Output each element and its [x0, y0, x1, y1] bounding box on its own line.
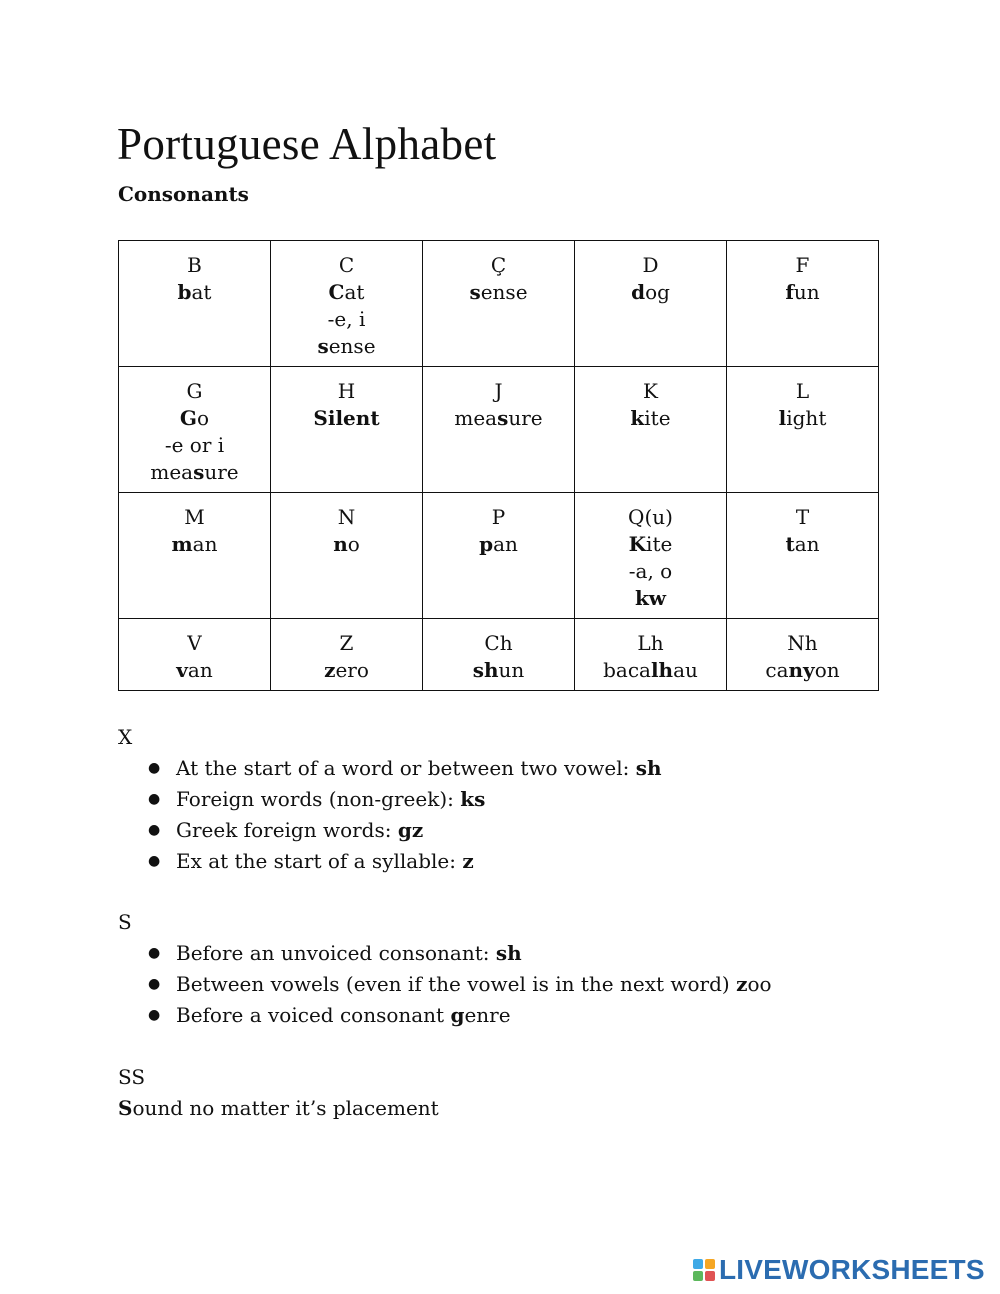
cell-example — [577, 531, 724, 558]
cell-letter — [273, 504, 420, 531]
bullet-icon: ● — [148, 760, 161, 776]
bold-sound-text: s — [469, 280, 481, 304]
plain-text: mea — [150, 460, 194, 484]
cell-letter — [425, 630, 572, 657]
consonant-cell — [119, 367, 271, 493]
plain-text: ense — [480, 280, 528, 304]
bold-sound-text: f — [785, 280, 794, 304]
plain-text: V — [187, 631, 202, 655]
plain-text: Z — [339, 631, 354, 655]
bold-sound-text: ks — [460, 787, 486, 811]
consonant-cell — [423, 619, 575, 691]
consonant-cell — [727, 241, 879, 367]
cell-example — [425, 279, 572, 306]
bullet-icon: ● — [148, 976, 161, 992]
cell-letter — [425, 504, 572, 531]
brand-logo-icon — [693, 1259, 715, 1281]
plain-text: ca — [765, 658, 789, 682]
plain-text: Ex at the start of a syllable: — [176, 849, 463, 873]
plain-text: an — [187, 658, 213, 682]
cell-example — [273, 279, 420, 306]
cell-example — [425, 657, 572, 684]
s-rules-list — [118, 938, 772, 1031]
table-row — [119, 619, 879, 691]
logo-square-red — [705, 1271, 715, 1281]
plain-text: ound no matter it’s placement — [132, 1096, 439, 1120]
cell-example — [273, 657, 420, 684]
consonant-cell — [271, 241, 423, 367]
plain-text: F — [795, 253, 810, 277]
bullet-icon: ● — [148, 853, 161, 869]
plain-text: Q(u) — [628, 505, 673, 529]
cell-letter — [729, 378, 876, 405]
logo-square-orange — [705, 1259, 715, 1269]
cell-letter — [729, 504, 876, 531]
plain-text: ero — [335, 658, 369, 682]
plain-text: P — [491, 505, 506, 529]
cell-example — [729, 531, 876, 558]
cell-example — [729, 657, 876, 684]
consonant-cell — [119, 493, 271, 619]
cell-example — [577, 279, 724, 306]
bullet-icon: ● — [148, 822, 161, 838]
cell-letter — [425, 252, 572, 279]
cell-letter — [121, 630, 268, 657]
cell-example — [425, 531, 572, 558]
consonant-cell — [423, 241, 575, 367]
plain-text: at — [344, 280, 365, 304]
plain-text: Ç — [490, 253, 507, 277]
bullet-icon: ● — [148, 945, 161, 961]
plain-text: ense — [328, 334, 376, 358]
bold-sound-text: s — [193, 460, 205, 484]
rule-item — [118, 815, 662, 846]
x-label: X — [118, 725, 133, 749]
cell-letter — [121, 252, 268, 279]
plain-text: un — [498, 658, 525, 682]
consonant-cell — [727, 367, 879, 493]
bold-sound-text: C — [328, 280, 345, 304]
plain-text: ite — [646, 532, 673, 556]
plain-text: T — [795, 505, 810, 529]
bold-sound-text: t — [785, 532, 795, 556]
bold-sound-text: S — [118, 1096, 133, 1120]
plain-text: un — [793, 280, 820, 304]
rule-item — [118, 784, 662, 815]
bold-sound-text: sh — [495, 941, 522, 965]
consonant-cell — [271, 367, 423, 493]
table-row — [119, 493, 879, 619]
plain-text: -e, i — [327, 307, 366, 331]
bold-sound-text: z — [736, 972, 748, 996]
consonants-table — [118, 240, 879, 691]
plain-text: K — [643, 379, 658, 403]
cell-example — [121, 432, 268, 459]
section-heading-consonants: Consonants — [118, 182, 249, 206]
plain-text: Between vowels (even if the vowel is in the next word) — [176, 972, 737, 996]
cell-letter — [729, 630, 876, 657]
plain-text: au — [673, 658, 698, 682]
plain-text: B — [187, 253, 202, 277]
cell-letter — [121, 504, 268, 531]
bold-sound-text: G — [179, 406, 198, 430]
plain-text: ight — [786, 406, 827, 430]
plain-text: o — [197, 406, 210, 430]
cell-example — [121, 657, 268, 684]
cell-example — [425, 405, 572, 432]
plain-text: L — [795, 379, 810, 403]
table-row — [119, 367, 879, 493]
bold-sound-text: n — [333, 532, 348, 556]
cell-letter — [273, 378, 420, 405]
plain-text: -a, o — [628, 559, 673, 583]
bullet-icon: ● — [148, 1007, 161, 1023]
cell-example — [273, 531, 420, 558]
cell-example — [273, 306, 420, 333]
plain-text: baca — [603, 658, 651, 682]
ss-label: SS — [118, 1065, 146, 1089]
s-label: S — [118, 910, 132, 934]
plain-text: an — [493, 532, 518, 556]
consonant-cell — [119, 619, 271, 691]
consonant-cell — [423, 367, 575, 493]
plain-text: Lh — [637, 631, 664, 655]
bold-sound-text: Silent — [313, 406, 380, 430]
bold-sound-text: z — [324, 658, 336, 682]
cell-example — [729, 279, 876, 306]
bold-sound-text: d — [631, 280, 646, 304]
cell-example — [121, 405, 268, 432]
cell-letter — [577, 504, 724, 531]
bold-sound-text: l — [778, 406, 787, 430]
consonant-cell — [575, 619, 727, 691]
plain-text: at — [191, 280, 212, 304]
logo-square-green — [693, 1271, 703, 1281]
plain-text: At the start of a word or between two vowel: — [176, 756, 636, 780]
cell-example — [577, 585, 724, 612]
plain-text: enre — [464, 1003, 511, 1027]
plain-text: o — [347, 532, 360, 556]
cell-example — [577, 405, 724, 432]
bold-sound-text: g — [450, 1003, 465, 1027]
table-row — [119, 241, 879, 367]
plain-text: on — [814, 658, 840, 682]
page-title: Portuguese Alphabet — [117, 119, 497, 169]
bold-sound-text: v — [176, 658, 188, 682]
bullet-icon: ● — [148, 791, 161, 807]
rule-item — [118, 1000, 772, 1031]
cell-example — [577, 558, 724, 585]
rule-item — [118, 938, 772, 969]
bold-sound-text: b — [177, 280, 192, 304]
plain-text: ure — [204, 460, 239, 484]
plain-text: an — [192, 532, 218, 556]
x-section — [118, 722, 662, 877]
plain-text: mea — [454, 406, 498, 430]
plain-text: N — [337, 505, 356, 529]
cell-example — [729, 405, 876, 432]
plain-text: ure — [508, 406, 543, 430]
cell-letter — [729, 252, 876, 279]
cell-example — [121, 459, 268, 486]
consonant-cell — [575, 367, 727, 493]
consonant-cell — [575, 241, 727, 367]
plain-text: Nh — [787, 631, 818, 655]
plain-text: H — [337, 379, 356, 403]
bold-sound-text: ny — [788, 658, 815, 682]
cell-letter — [577, 252, 724, 279]
bold-sound-text: kw — [634, 586, 667, 610]
bold-sound-text: sh — [635, 756, 662, 780]
cell-letter — [577, 630, 724, 657]
brand-name: LIVEWORKSHEETS — [719, 1254, 985, 1285]
plain-text: J — [494, 379, 503, 403]
plain-text: oo — [747, 972, 772, 996]
bold-sound-text: lh — [650, 658, 674, 682]
plain-text: C — [338, 253, 355, 277]
rule-item — [118, 753, 662, 784]
logo-square-blue — [693, 1259, 703, 1269]
plain-text: Before a voiced consonant — [176, 1003, 451, 1027]
x-rules-list — [118, 753, 662, 877]
consonant-cell — [271, 619, 423, 691]
rule-item — [118, 969, 772, 1000]
plain-text: ite — [644, 406, 671, 430]
consonant-cell — [119, 241, 271, 367]
plain-text: Ch — [484, 631, 513, 655]
bold-sound-text: s — [317, 334, 329, 358]
cell-letter — [273, 630, 420, 657]
consonant-cell — [727, 619, 879, 691]
cell-example — [577, 657, 724, 684]
cell-letter — [121, 378, 268, 405]
consonant-cell — [271, 493, 423, 619]
bold-sound-text: k — [630, 406, 645, 430]
bold-sound-text: K — [628, 532, 647, 556]
cell-letter — [425, 378, 572, 405]
plain-text: D — [642, 253, 659, 277]
cell-example — [273, 333, 420, 360]
consonant-cell — [727, 493, 879, 619]
liveworksheets-logo — [693, 1255, 985, 1285]
rule-item — [118, 846, 662, 877]
plain-text: Before an unvoiced consonant: — [176, 941, 496, 965]
consonant-cell — [575, 493, 727, 619]
plain-text: G — [186, 379, 203, 403]
plain-text: og — [645, 280, 670, 304]
cell-letter — [273, 252, 420, 279]
plain-text: Foreign words (non-greek): — [176, 787, 461, 811]
plain-text: -e or i — [164, 433, 225, 457]
bold-sound-text: gz — [397, 818, 424, 842]
bold-sound-text: z — [462, 849, 474, 873]
cell-letter — [577, 378, 724, 405]
cell-example — [273, 405, 420, 432]
ss-section — [118, 1062, 439, 1124]
cell-example — [121, 279, 268, 306]
consonant-cell — [423, 493, 575, 619]
cell-example — [121, 531, 268, 558]
ss-description — [118, 1093, 439, 1124]
bold-sound-text: s — [497, 406, 509, 430]
bold-sound-text: sh — [472, 658, 499, 682]
plain-text: an — [794, 532, 820, 556]
bold-sound-text: p — [479, 532, 494, 556]
plain-text: M — [184, 505, 205, 529]
s-section — [118, 907, 772, 1031]
bold-sound-text: m — [171, 532, 193, 556]
plain-text: Greek foreign words: — [176, 818, 398, 842]
